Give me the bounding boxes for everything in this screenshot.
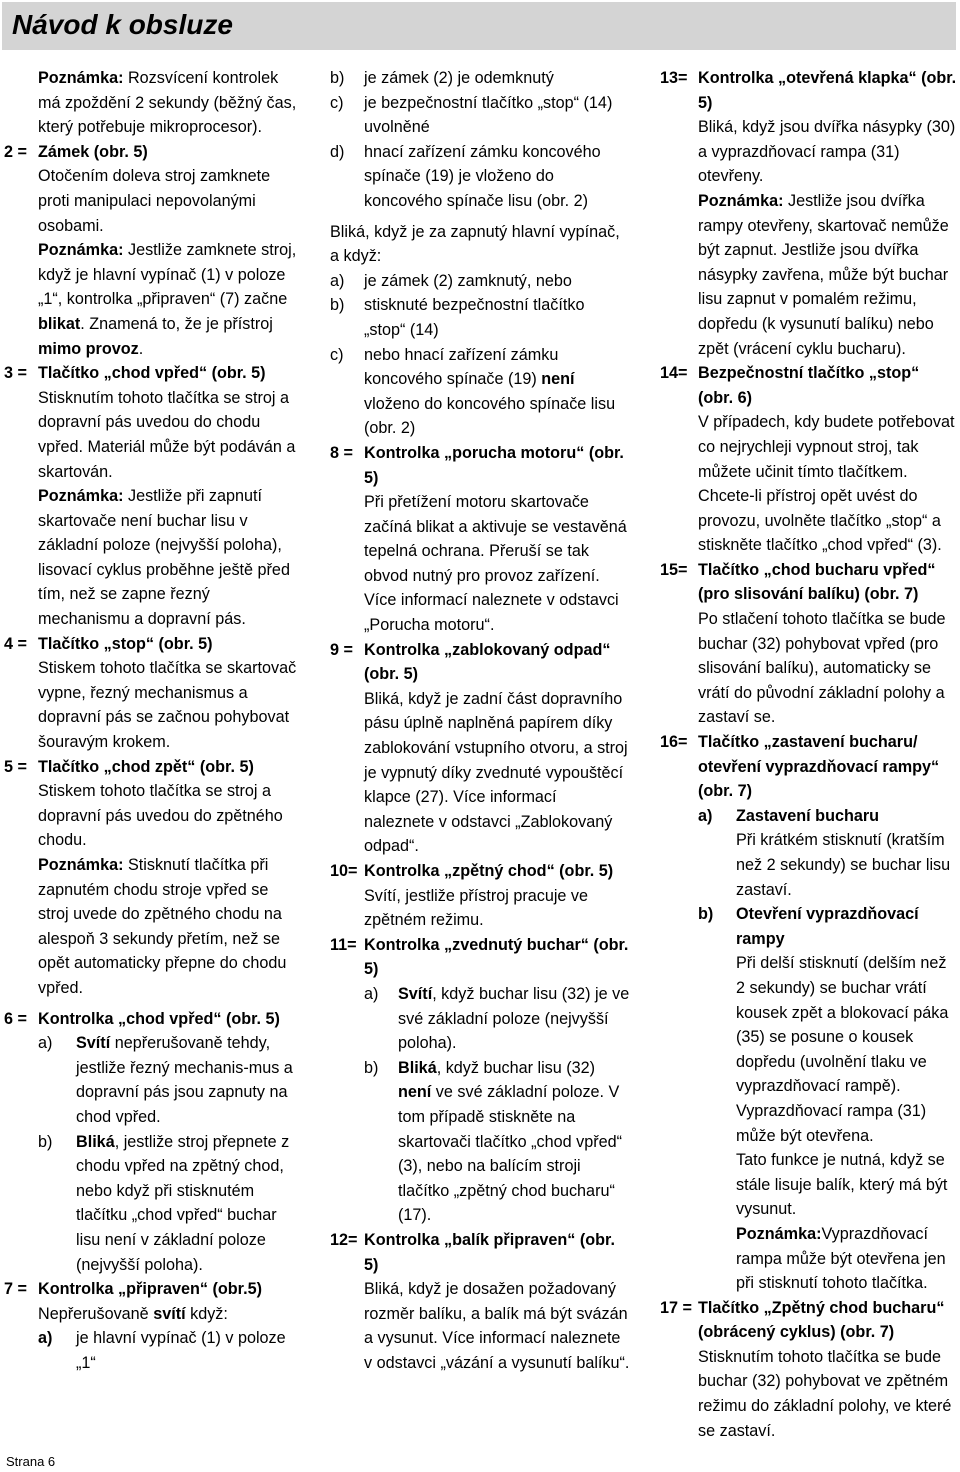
item-heading: Zámek (obr. 5)	[38, 142, 148, 161]
item-13-open-flap	[660, 66, 958, 361]
item-heading: Kontrolka „zablokovaný odpad“ (obr. 5)	[364, 640, 611, 684]
list-item	[330, 140, 630, 214]
item-10-reverse-indicator	[330, 859, 630, 933]
note-text: Vyprazdňovací rampa může být otevřena jen při stisknutí tohoto tlačítka.	[736, 1224, 946, 1293]
item-text: Stisknutím tohoto tlačítka se bude buchar (32) pohybovat ve zpětném režimu do základní polohy, ve které se zastaví.	[698, 1347, 952, 1440]
sub-heading: Otevření vyprazdňovací rampy	[736, 905, 919, 948]
item-6-forward-indicator	[4, 1007, 300, 1278]
sub-item-a	[698, 804, 958, 902]
item-text: Bliká, když je dosažen požadovaný rozměr balíku, a balík má být svázán a vysunut. Více informací naleznete v odstavci „vázání a vysunutí balíku“.	[364, 1280, 630, 1372]
item-number: 16=	[660, 733, 688, 752]
sub-text: je hlavní vypínač (1) v poloze „1“	[76, 1329, 286, 1372]
note-label: Poznámka:	[38, 487, 124, 506]
item-heading: Tlačítko „chod vpřed“ (obr. 5)	[38, 364, 266, 383]
item-number: 10=	[330, 862, 358, 880]
note-label: Poznámka:	[698, 191, 784, 210]
sub-heading: Zastavení bucharu	[736, 806, 880, 825]
sub-letter: b)	[330, 296, 345, 315]
sub-letter: b)	[38, 1132, 53, 1151]
sub-text: , když buchar lisu (32)	[436, 1058, 596, 1077]
item-5-reverse-button	[4, 755, 300, 1001]
item-17-ram-reverse	[660, 1296, 958, 1444]
item-emphasis: svítí	[153, 1304, 186, 1323]
item-text: Otočením doleva stroj zamknete proti manipulaci nepovolanými osobami.	[38, 167, 271, 235]
item-text: V případech, kdy budete potřebovat co nejrychleji vypnout stroj, tak můžete učinit tímto tlačítkem. Chcete-li přístroj opět uvést do provozu, uvolněte tlačítko „stop“ a stiskněte tlačítko „chod vpřed“ (3).	[698, 413, 955, 555]
item-text	[38, 1302, 300, 1327]
item-text: Bliká, když jsou dvířka násypky (30) a vyprazdňovací rampa (31) otevřeny.	[698, 118, 956, 186]
item-heading: Kontrolka „zvednutý buchar“ (obr. 5)	[364, 935, 629, 979]
sub-text: ve své základní poloze. V tom případě stiskněte na skartovači tlačítko „chod vpřed“ (3), nebo na balícím stroji tlačítko „zpětný chod bucharu“ (17).	[398, 1083, 623, 1225]
item-number: 6 =	[4, 1009, 27, 1028]
column-3	[660, 66, 958, 1443]
sub-item-a	[364, 982, 630, 1056]
sub-item-b	[38, 1130, 300, 1278]
item-14-emergency-stop	[660, 361, 958, 558]
page-title: Návod k obsluze	[12, 9, 233, 40]
sub-letter: c)	[330, 93, 344, 112]
sub-text: Tato funkce je nutná, když se stále lisuje balík, který má být vysunut.	[736, 1151, 948, 1219]
item-heading: Kontrolka „porucha motoru“ (obr. 5)	[364, 443, 624, 487]
item-12-bale-ready	[330, 1228, 630, 1376]
item-7-ready-indicator	[4, 1277, 300, 1375]
sub-item-b	[698, 902, 958, 1296]
list-item	[330, 343, 630, 441]
sub-text: Při delší stisknutí (delším než 2 sekundy) se buchar vrátí kousek zpět a blokovací páka (35) se posune o kousek dopředu (uvolnění tlaku ve vyprazdňovací rampě). Vyprazdňovací rampa (31) může být otevřena.	[736, 954, 949, 1145]
sub-emphasis: Bliká	[398, 1058, 437, 1077]
sub-text: Při krátkém stisknutí (kratším než 2 sekundy) se buchar lisu zastaví.	[736, 831, 951, 899]
list-item	[330, 269, 630, 294]
blink-intro: Bliká, když je za zapnutý hlavní vypínač, a když:	[330, 222, 620, 266]
note-text: . Znamená to, že je přístroj	[80, 314, 273, 333]
sub-item-a	[38, 1326, 300, 1375]
list-item	[330, 91, 630, 140]
item-number: 3 =	[4, 364, 27, 383]
item-text: Při přetížení motoru skartovače začíná blikat a aktivuje se vestavěná tepelná ochrana. Přeruší se tak obvod nutný pro provoz zařízení. Více informací naleznete v odstavci „Porucha motoru“.	[364, 493, 627, 635]
item-3-forward-button	[4, 361, 300, 632]
item-number: 9 =	[330, 640, 353, 659]
item-heading: Kontrolka „otevřená klapka“ (obr. 5)	[698, 69, 957, 112]
item-note	[38, 484, 300, 632]
note-emphasis: mimo provoz	[38, 339, 139, 358]
note-label: Poznámka:	[38, 69, 124, 87]
item-text: Bliká, když je zadní část dopravního pásu úplně naplněná papírem díky zablokování vstupního otvoru, a stroj je vypnutý díky zvednuté vypouštěcí klapce (27). Více informací naleznete v odstavci „Zablokovaný odpad“.	[364, 689, 628, 856]
sub-letter: a)	[698, 806, 713, 825]
item-16-ram-stop-ramp-open	[660, 730, 958, 1296]
item-text: Stisknutím tohoto tlačítka se stroj a dopravní pás uvedou do chodu vpřed. Materiál může být podáván a skartován.	[38, 388, 296, 481]
sub-letter: a)	[330, 271, 345, 290]
item-11-raised-ram	[330, 933, 630, 1228]
item-4-stop-button	[4, 632, 300, 755]
sub-emphasis: Svítí	[76, 1034, 111, 1053]
sub-text: nebo hnací zařízení zámku koncového spínače (19)	[364, 345, 559, 389]
sub-text: je bezpečnostní tlačítko „stop“ (14) uvolněné	[364, 93, 613, 137]
item-text: Svítí, jestliže přístroj pracuje ve zpětném režimu.	[364, 886, 589, 930]
item-note	[38, 238, 300, 361]
sub-text: vloženo do koncového spínače lisu (obr. 2)	[364, 394, 616, 438]
sub-emphasis: Svítí	[398, 984, 433, 1003]
item-8-motor-fault	[330, 441, 630, 638]
item-heading: Kontrolka „chod vpřed“ (obr. 5)	[38, 1009, 280, 1028]
item-number: 8 =	[330, 443, 353, 462]
item-number: 11=	[330, 935, 357, 954]
sub-text: nepřerušovaně tehdy, jestliže řezný mechanis-mus a dopravní pás jsou zapnuty na chod vpřed.	[76, 1034, 293, 1126]
sub-text: je zámek (2) zamknutý, nebo	[364, 271, 572, 290]
sub-note	[736, 1222, 958, 1296]
item-text-part: když:	[190, 1304, 228, 1323]
column-2	[330, 66, 630, 1375]
item-15-ram-forward	[660, 558, 958, 730]
sub-letter: c)	[330, 345, 344, 364]
sub-item-b	[364, 1056, 630, 1228]
note-delay	[4, 66, 300, 140]
sub-emphasis: není	[398, 1083, 432, 1102]
sub-item-a	[38, 1031, 300, 1129]
item-heading: Kontrolka „připraven“ (obr.5)	[38, 1280, 262, 1299]
item-heading: Kontrolka „balík připraven“ (obr. 5)	[364, 1230, 615, 1274]
sub-text: stisknuté bezpečnostní tlačítko „stop“ (14)	[364, 296, 585, 339]
item-heading: Bezpečnostní tlačítko „stop“ (obr. 6)	[698, 364, 920, 407]
item-number: 13=	[660, 69, 688, 87]
item-heading: Kontrolka „zpětný chod“ (obr. 5)	[364, 862, 614, 880]
sub-letter: b)	[698, 905, 714, 924]
page-header	[2, 2, 956, 50]
sub-letter: a)	[364, 984, 379, 1003]
item-heading: Tlačítko „stop“ (obr. 5)	[38, 634, 213, 653]
sub-letter: a)	[38, 1034, 53, 1053]
item-heading: Tlačítko „chod bucharu vpřed“ (pro slisování balíku) (obr. 7)	[698, 560, 936, 604]
sub-letter: d)	[330, 142, 345, 161]
item-text: Po stlačení tohoto tlačítka se bude buchar (32) pohybovat vpřed (pro slisování balíku), automaticky se vrátí do původní základní polohy a zastaví se.	[698, 610, 946, 727]
item-number: 4 =	[4, 634, 27, 653]
item-number: 14=	[660, 364, 688, 383]
item-number: 15=	[660, 560, 688, 579]
sub-letter: a)	[38, 1329, 53, 1348]
note-text: Stisknutí tlačítka při zapnutém chodu stroje vpřed se stroj uvede do zpětného chodu na alespoň 3 sekundy přetím, než se opět automaticky přepne do chodu vpřed.	[38, 856, 287, 997]
note-text: Rozsvícení kontrolek má zpoždění 2 sekundy (běžný čas, který potřebuje mikroprocesor).	[38, 69, 297, 137]
item-number: 17 =	[660, 1298, 692, 1317]
item-9-blocked-waste	[330, 638, 630, 859]
item-text: Stiskem tohoto tlačítka se stroj a dopravní pás uvedou do zpětného chodu.	[38, 782, 283, 850]
sub-emphasis: není	[541, 370, 575, 389]
note-text: Jestliže zamknete stroj, když je hlavní vypínač (1) v poloze „1“, kontrolka „připraven“ (7) začne	[38, 241, 297, 309]
note-text: .	[138, 339, 144, 358]
item-2-lock	[4, 140, 300, 361]
item-number: 12=	[330, 1230, 358, 1249]
sub-text: hnací zařízení zámku koncového spínače (19) je vloženo do koncového spínače lisu (obr. 2)	[364, 142, 601, 210]
note-text: Jestliže při zapnutí skartovače není buchar lisu v základní poloze (nejvyšší poloha), lisovací cyklus proběhne ještě před tím, než se zapne řezný mechanismu a dopravní pás.	[38, 487, 290, 629]
sub-letter: b)	[364, 1058, 379, 1077]
item-text: Stiskem tohoto tlačítka se skartovač vypne, řezný mechanismus a dopravní pás se začnou pohybovat šouravým krokem.	[38, 659, 297, 752]
item-heading: Tlačítko „zastavení bucharu/ otevření vyprazdňovací rampy“ (obr. 7)	[698, 733, 940, 801]
column-1	[4, 66, 300, 1375]
item-note	[38, 853, 300, 1001]
page-number: Strana 6	[6, 1454, 56, 1469]
item-number: 7 =	[4, 1280, 27, 1299]
list-item	[330, 66, 630, 91]
item-heading: Tlačítko „Zpětný chod bucharu“ (obrácený cyklus) (obr. 7)	[698, 1298, 945, 1342]
note-label: Poznámka:	[38, 241, 124, 260]
note-label: Poznámka:	[38, 856, 124, 874]
item-text-part: Nepřerušovaně	[38, 1304, 149, 1323]
item-number: 5 =	[4, 757, 27, 776]
note-emphasis: blikat	[38, 314, 81, 333]
note-label: Poznámka:	[736, 1224, 822, 1243]
item-note	[698, 189, 958, 361]
item-heading: Tlačítko „chod zpět“ (obr. 5)	[38, 757, 254, 776]
list-item	[330, 293, 630, 342]
sub-text: , jestliže stroj přepnete z chodu vpřed na zpětný chod, nebo když při stisknutém tlačítku „chod vpřed“ buchar lisu není v základní poloze (nejvyšší poloha).	[76, 1132, 290, 1274]
sub-text: je zámek (2) je odemknutý	[364, 69, 554, 87]
sub-text: , když buchar lisu (32) je ve své základní poloze (nejvyšší poloha).	[398, 984, 630, 1053]
note-text: Jestliže jsou dvířka rampy otevřeny, skartovač nemůže být zapnut. Jestliže jsou dvířka násypky zavřena, může být buchar lisu zapnut v pomalém režimu, dopředu (k vysunutí balíku) nebo zpět (vrácení cyklu bucharu).	[698, 191, 949, 358]
sub-emphasis: Bliká	[76, 1132, 115, 1151]
item-number: 2 =	[4, 142, 27, 161]
sub-letter: b)	[330, 69, 345, 87]
